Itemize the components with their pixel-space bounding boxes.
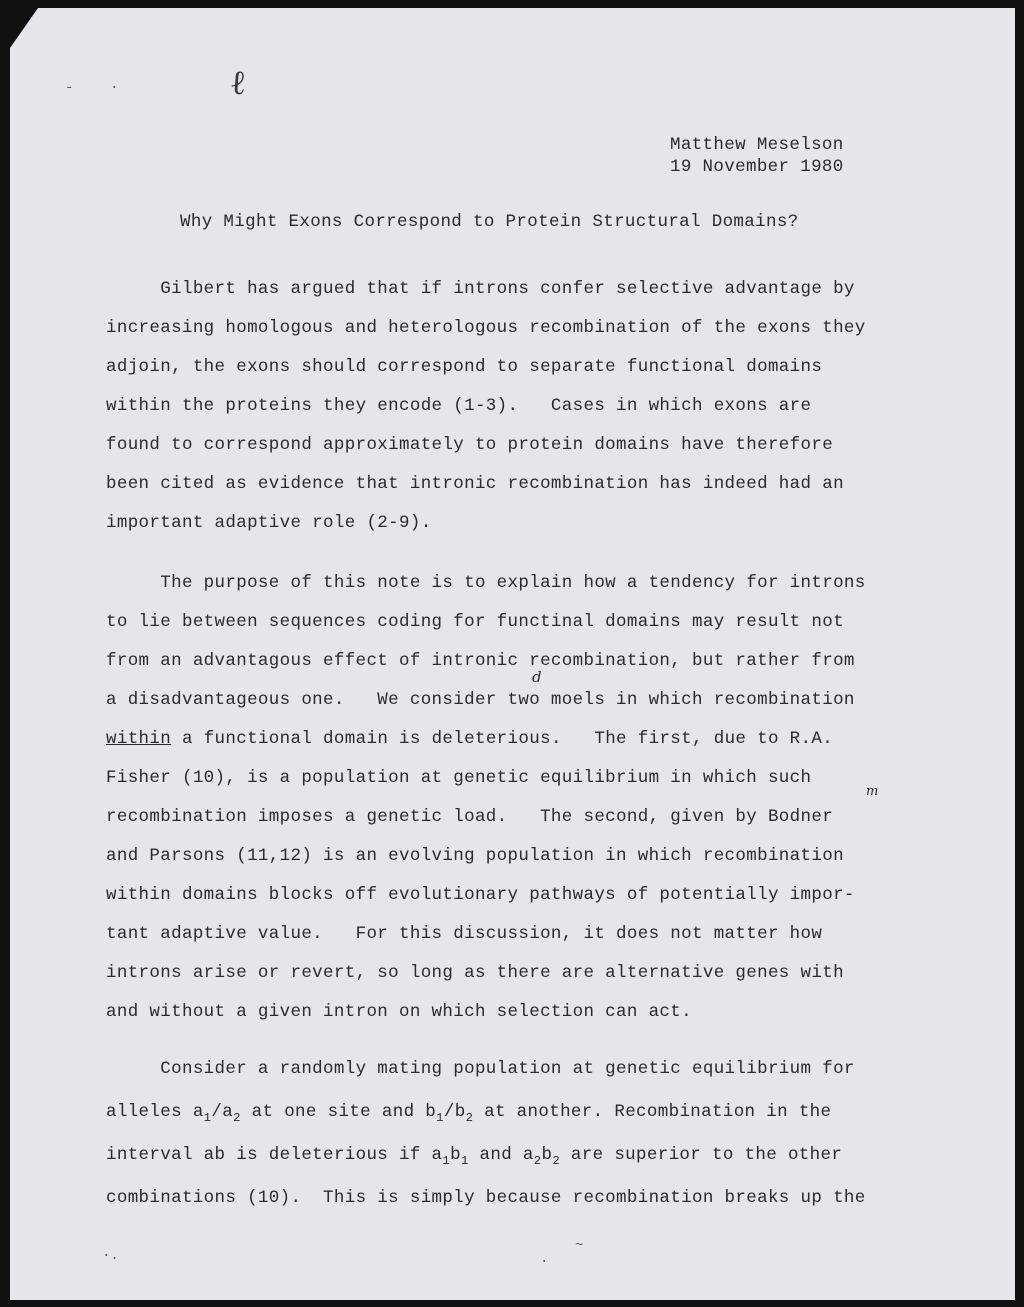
text-fragment: at one site and b	[240, 1102, 437, 1122]
text-fragment: at another. Recombination in the	[473, 1102, 832, 1122]
paragraph-3	[106, 1048, 986, 1220]
text-line	[106, 720, 986, 759]
stray-mark: ·	[110, 80, 119, 96]
text-line: increasing homologous and heterologous recombination of the exons they	[106, 318, 866, 338]
subscript: 2	[233, 1110, 241, 1125]
author-block	[670, 134, 844, 178]
text-line: been cited as evidence that intronic recombination has indeed had an	[106, 474, 844, 494]
underlined-word: within	[106, 729, 172, 749]
handwritten-mark: ℓ	[228, 62, 248, 104]
stray-mark: ·.	[102, 1248, 119, 1264]
letter-date: 19 November 1980	[670, 157, 844, 177]
stray-mark: ~	[575, 1238, 584, 1254]
text-line-with-subscripts	[106, 1091, 986, 1134]
handwritten-insertion-m: m	[866, 784, 879, 799]
subscript: 2	[552, 1153, 561, 1168]
text-fragment: b	[450, 1145, 461, 1165]
text-line: adjoin, the exons should correspond to separate functional domains	[106, 357, 823, 377]
subscript: 2	[465, 1110, 474, 1125]
text-line: from an advantagous effect of intronic recombination, but rather from	[106, 651, 855, 671]
text-line: within domains blocks off evolutionary pathways of potentially impor-	[106, 885, 855, 905]
text-line: Consider a randomly mating population at genetic equilibrium for	[106, 1059, 855, 1079]
text-line: and without a given intron on which selection can act.	[106, 1002, 692, 1022]
text-line: within the proteins they encode (1-3). Cases in which exons are	[106, 396, 812, 416]
text-fragment: are superior to the other	[560, 1145, 843, 1165]
paragraph-2	[106, 564, 986, 1032]
text-line: important adaptive role (2-9).	[106, 513, 432, 533]
text-fragment: and a	[468, 1145, 534, 1165]
text-line-with-subscripts	[106, 1134, 986, 1177]
text-line: introns arise or revert, so long as there are alternative genes with	[106, 963, 844, 983]
subscript: 1	[436, 1110, 444, 1125]
text-line: Gilbert has argued that if introns confer selective advantage by	[106, 279, 855, 299]
text-line-rest: a functional domain is deleterious. The first, due to R.A.	[181, 729, 834, 749]
text-fragment: b	[541, 1145, 553, 1165]
text-fragment: alleles a	[106, 1102, 204, 1122]
text-fragment: interval ab is deleterious if a	[106, 1145, 443, 1165]
handwritten-insertion-d: d	[532, 668, 542, 686]
text-line: a disadvantageous one. We consider two moels in which recombination	[106, 690, 855, 710]
subscript: 1	[442, 1153, 451, 1168]
text-line: The purpose of this note is to explain how a tendency for introns	[106, 573, 866, 593]
subscript: 1	[203, 1110, 212, 1125]
paragraph-1	[106, 270, 986, 543]
folded-corner	[10, 8, 38, 48]
text-line: and Parsons (11,12) is an evolving population in which recombination	[106, 846, 844, 866]
text-line: Fisher (10), is a population at genetic equilibrium in which such	[106, 768, 812, 788]
text-fragment: /a	[211, 1102, 234, 1122]
text-fragment: /b	[443, 1102, 466, 1122]
stray-mark: ·	[540, 1254, 549, 1270]
author-name: Matthew Meselson	[670, 135, 844, 155]
text-line: combinations (10). This is simply because recombination breaks up the	[106, 1188, 866, 1208]
subscript: 2	[533, 1153, 542, 1168]
document-page	[10, 8, 1015, 1300]
document-title: Why Might Exons Correspond to Protein Structural Domains?	[180, 212, 799, 232]
text-line: recombination imposes a genetic load. The second, given by Bodner	[106, 807, 834, 827]
stray-mark: -	[65, 80, 74, 96]
text-line: found to correspond approximately to protein domains have therefore	[106, 435, 834, 455]
subscript: 1	[460, 1153, 469, 1168]
text-line: to lie between sequences coding for functinal domains may result not	[106, 612, 844, 632]
text-line: tant adaptive value. For this discussion, it does not matter how	[106, 924, 823, 944]
